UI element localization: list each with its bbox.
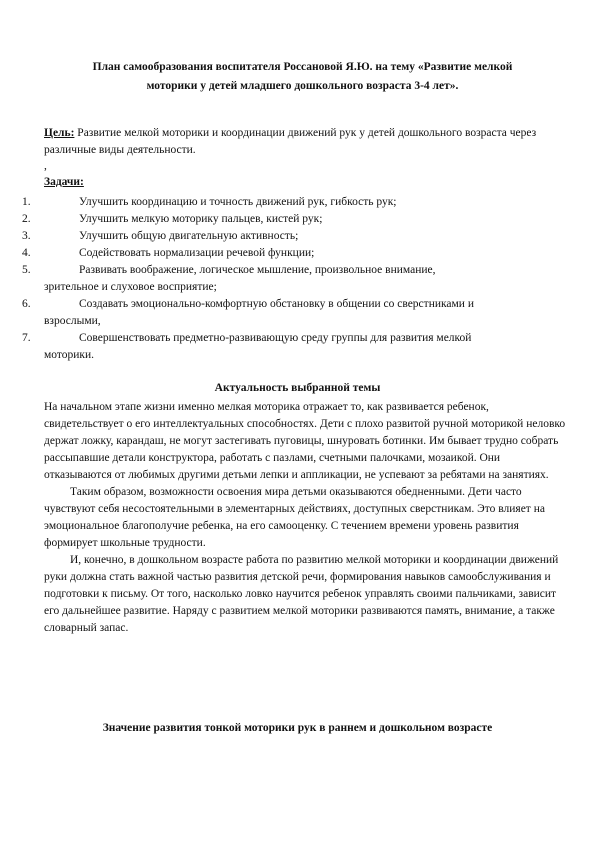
task-text: Создавать эмоционально-комфортную обстановку в общении со сверстниками и [79,298,474,310]
title-line-2: моторики у детей младшего дошкольного возраста 3-4 лет». [146,80,459,92]
task-item [22,262,562,296]
task-item [22,296,562,330]
title-line-1: План самообразования воспитателя Россановой Я.Ю. на тему «Развитие мелкой [92,61,513,73]
task-number: 4. [22,247,31,259]
goal-label: Цель: [44,127,75,139]
task-item [22,245,562,262]
task-text: Улучшить координацию и точность движений рук, гибкость рук; [79,196,397,208]
relevance-body [44,399,566,637]
task-text-continuation: взрослыми, [44,315,101,327]
document-title [40,58,565,96]
goal-text: Развитие мелкой моторики и координации движений рук у детей дошкольного возраста через различные виды деятельности. [44,127,537,156]
task-text-continuation: зрительное и слуховое восприятие; [44,281,217,293]
task-text: Улучшить мелкую моторику пальцев, кистей рук; [79,213,323,225]
task-number: 1. [22,196,31,208]
relevance-paragraph-2: Таким образом, возможности освоения мира детьми оказываются обедненными. Дети часто чувствуют себя несостоятельными в элементарных действиях, доступных сверстникам. Это влияет на эмоциональное благополучие ребенка, на его самооценку. С течением времени уровень развития формирует школьные трудности. [44,486,545,549]
task-item [22,228,562,245]
task-text: Содействовать нормализации речевой функции; [79,247,315,259]
task-number: 3. [22,230,31,242]
relevance-paragraph-3: И, конечно, в дошкольном возрасте работа по развитию мелкой моторики и координации движений руки должна стать важной частью развития детской речи, формирования навыков самообслуживания и подготовки к письму. От того, насколько ловко научится ребенок управлять своими пальчиками, зависит его дальнейшее развитие. Наряду с развитием мелкой моторики развиваются память, внимание, а также словарный запас. [44,554,559,634]
task-text-continuation: моторики. [44,349,95,361]
goal-paragraph [44,125,564,159]
task-number: 7. [22,332,31,344]
task-number: 6. [22,298,31,310]
task-text: Совершенствовать предметно-развивающую среду группы для развития мелкой [79,332,472,344]
task-item [22,194,562,211]
relevance-paragraph-1: На начальном этапе жизни именно мелкая моторика отражает то, как развивается ребенок, свидетельствует о его интеллектуальных способностях. Дети с плохо развитой ручной моторикой неловко держат ложку, карандаш, не могут застегивать пуговицы, шнуровать ботинки. Им бывает трудно собрать рассыпавшие детали конструктора, работать с пазлами, счетными палочками, мозаикой. Они отказываются от любимых другими детьми лепки и аппликации, не успевают за ребятами на занятиях. [44,401,566,481]
task-item [22,330,562,364]
task-text: Развивать воображение, логическое мышление, произвольное внимание, [79,264,436,276]
tasks-heading: Задачи: [44,176,84,188]
task-number: 5. [22,264,31,276]
relevance-heading: Актуальность выбранной темы [214,382,381,394]
task-item [22,211,562,228]
tasks-list [22,194,562,364]
stray-comma: , [44,160,47,172]
task-number: 2. [22,213,31,225]
section-heading-fine-motor: Значение развития тонкой моторики рук в раннем и дошкольном возрасте [102,722,493,734]
task-text: Улучшить общую двигательную активность; [79,230,299,242]
